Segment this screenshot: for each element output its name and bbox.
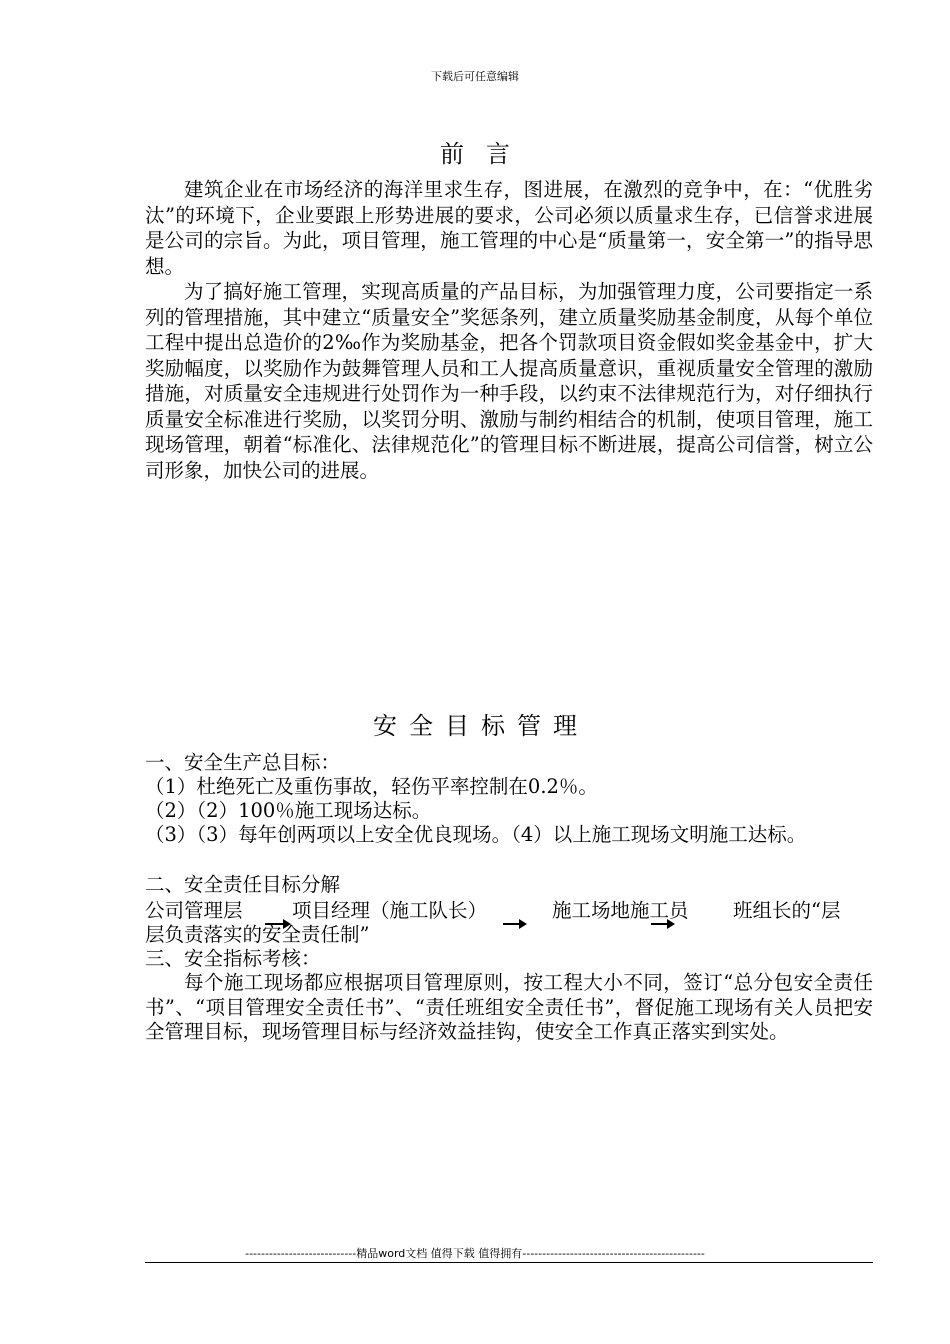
safety-assessment-paragraph: 每个施工现场都应根据项目管理原则，按工程大小不同，签订“总分包安全责任书”、“项目管理安全责任书”、“责任班组安全责任书”，督促施工现场有关人员把安全管理目标，现场管理目标与经济效益挂钩，使安全工作真正落实到实处。 — [145, 971, 873, 1043]
flow-step-team-leader: 班组长的“层 — [733, 899, 841, 922]
flow-step-company: 公司管理层 — [145, 899, 243, 922]
footer-divider — [145, 1262, 873, 1263]
safety-heading-1: 一、安全生产总目标： — [145, 751, 341, 774]
preface-paragraph-2: 为了搞好施工管理，实现高质量的产品目标，为加强管理力度，公司要指定一系列的管理措施，其中建立“质量安全”奖惩条列，建立质量奖励基金制度，从每个单位工程中提出总造价的2‰作为奖励基金，把各个罚款项目资金假如奖金基金中，扩大奖励幅度，以奖励作为鼓舞管理人员和工人提高质量意识，重视质量安全管理的激励措施，对质量安全违规进行处罚作为一种手段，以约束不法律规范行为，对仔细执行质量安全标准进行奖励，以奖罚分明、激励与制约相结合的机制，使项目管理，施工现场管理，朝着“标准化、法律规范化”的管理目标不断进展，提高公司信誉，树立公司形象，加快公司的进展。 — [145, 280, 873, 482]
safety-heading-3: 三、安全指标考核： — [145, 947, 321, 970]
safety-heading-2: 二、安全责任目标分解 — [145, 873, 341, 896]
safety-title: 安全目标管理 — [373, 712, 589, 740]
safety-goal-item: （3）（3）每年创两项以上安全优良现场。（4）以上施工现场文明施工达标。 — [145, 823, 807, 846]
safety-goal-item: （1）杜绝死亡及重伤事故，轻伤平率控制在0.2％。 — [145, 775, 598, 798]
preface-paragraph-1: 建筑企业在市场经济的海洋里求生存，图进展，在激烈的竞争中，在：“优胜劣汰”的环境下，企业要跟上形势进展的要求，公司必须以质量求生存，已信誉求进展是公司的宗旨。为此，项目管理，施工管理的中心是“质量第一，安全第一”的指导思想。 — [145, 178, 873, 278]
preface-title: 前言 — [440, 140, 532, 168]
flow-step-project-manager: 项目经理（施工队长） — [292, 899, 488, 922]
safety-goal-item: （2）（2）100％施工现场达标。 — [145, 799, 432, 822]
page-footer: ----------------------------精品word文档 值得下载 值得拥有---------------------------------------------- — [245, 1247, 705, 1260]
page-header: 下载后可任意编辑 — [431, 70, 519, 83]
responsibility-flow-line2: 层负责落实的安全责任制” — [145, 923, 370, 946]
flow-step-site-staff: 施工场地施工员 — [552, 899, 689, 922]
